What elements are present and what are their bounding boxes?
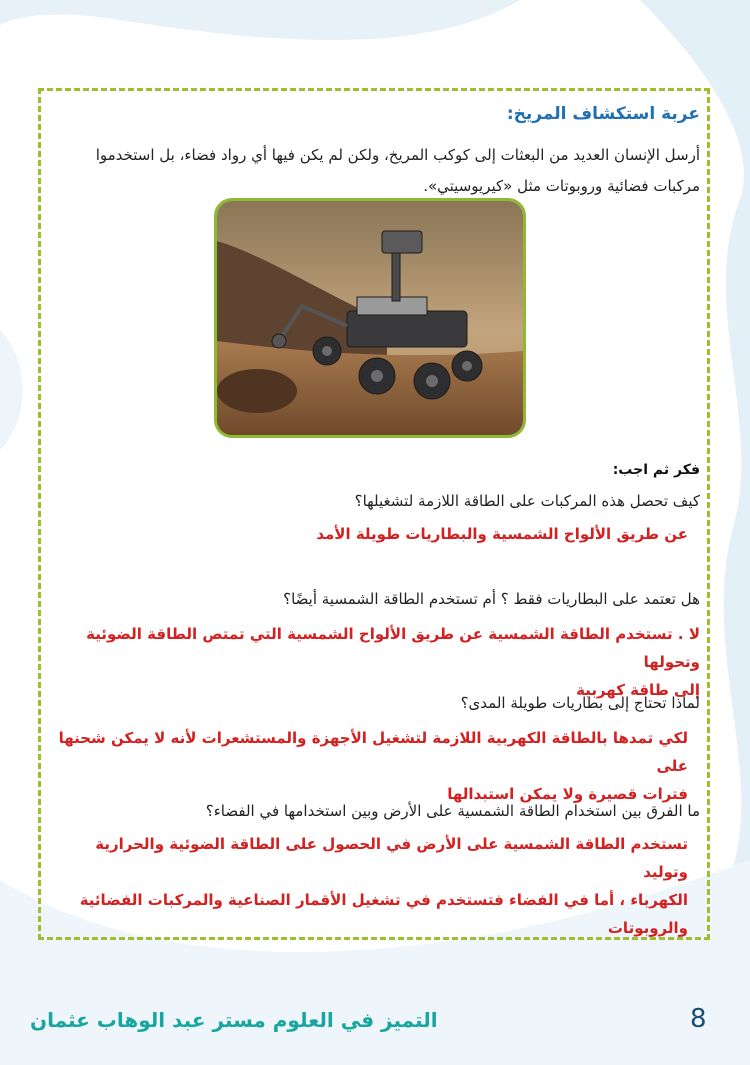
answer-3 [48,724,688,808]
question-2: هل تعتمد على البطاريات فقط ؟ أم تستخدم الطاقة الشمسية أيضًا؟ [283,590,700,608]
question-4: ما الفرق بين استخدام الطاقة الشمسية على الأرض وبين استخدامها في الفضاء؟ [205,802,700,820]
answer-2 [48,620,700,704]
intro-line-1: أرسل الإنسان العديد من البعثات إلى كوكب المريخ، ولكن لم يكن فيها أي رواد فضاء، بل استخدموا [95,146,700,164]
section-heading: عربة استكشاف المريخ: [506,104,700,124]
answer-4-line-2: الكهرباء ، أما في الفضاء فتستخدم في تشغيل الأقمار الصناعية والمركبات الفضائية والروبوتات [79,891,688,937]
answer-1 [316,520,688,548]
answer-3-line-2: فترات قصيرة ولا يمكن استبدالها [447,785,688,803]
question-1: كيف تحصل هذه المركبات على الطاقة اللازمة لتشغيلها؟ [354,492,700,510]
think-answer-label: فكر ثم اجب: [612,462,700,478]
answer-4-line-1: تستخدم الطاقة الشمسية على الأرض في الحصول على الطاقة الضوئية والحرارية وتوليد [95,835,688,881]
answer-2-line-1: لا . تستخدم الطاقة الشمسية عن طريق الألواح الشمسية التي تمتص الطاقة الضوئية وتحولها [86,625,700,671]
answer-4 [48,830,688,942]
rover-illustration [217,201,523,435]
answer-1-line-1: عن طريق الألواح الشمسية والبطاريات طويلة الأمد [316,525,688,543]
answer-3-line-1: لكي تمدها بالطاقة الكهربية اللازمة لتشغيل الأجهزة والمستشعرات لأنه لا يمكن شحنها على [58,729,688,775]
intro-line-2: مركبات فضائية وروبوتات مثل «كيريوسيتي». [423,177,700,195]
intro-paragraph [50,140,700,202]
question-3: لماذا تحتاج إلى بطاريات طويلة المدى؟ [460,694,700,712]
footer-title: التميز في العلوم مستر عبد الوهاب عثمان [30,1008,438,1032]
answer-2-line-2: إلى طاقة كهربية [576,681,700,699]
page-number: 8 [690,1004,707,1034]
mars-rover-photo [214,198,526,438]
